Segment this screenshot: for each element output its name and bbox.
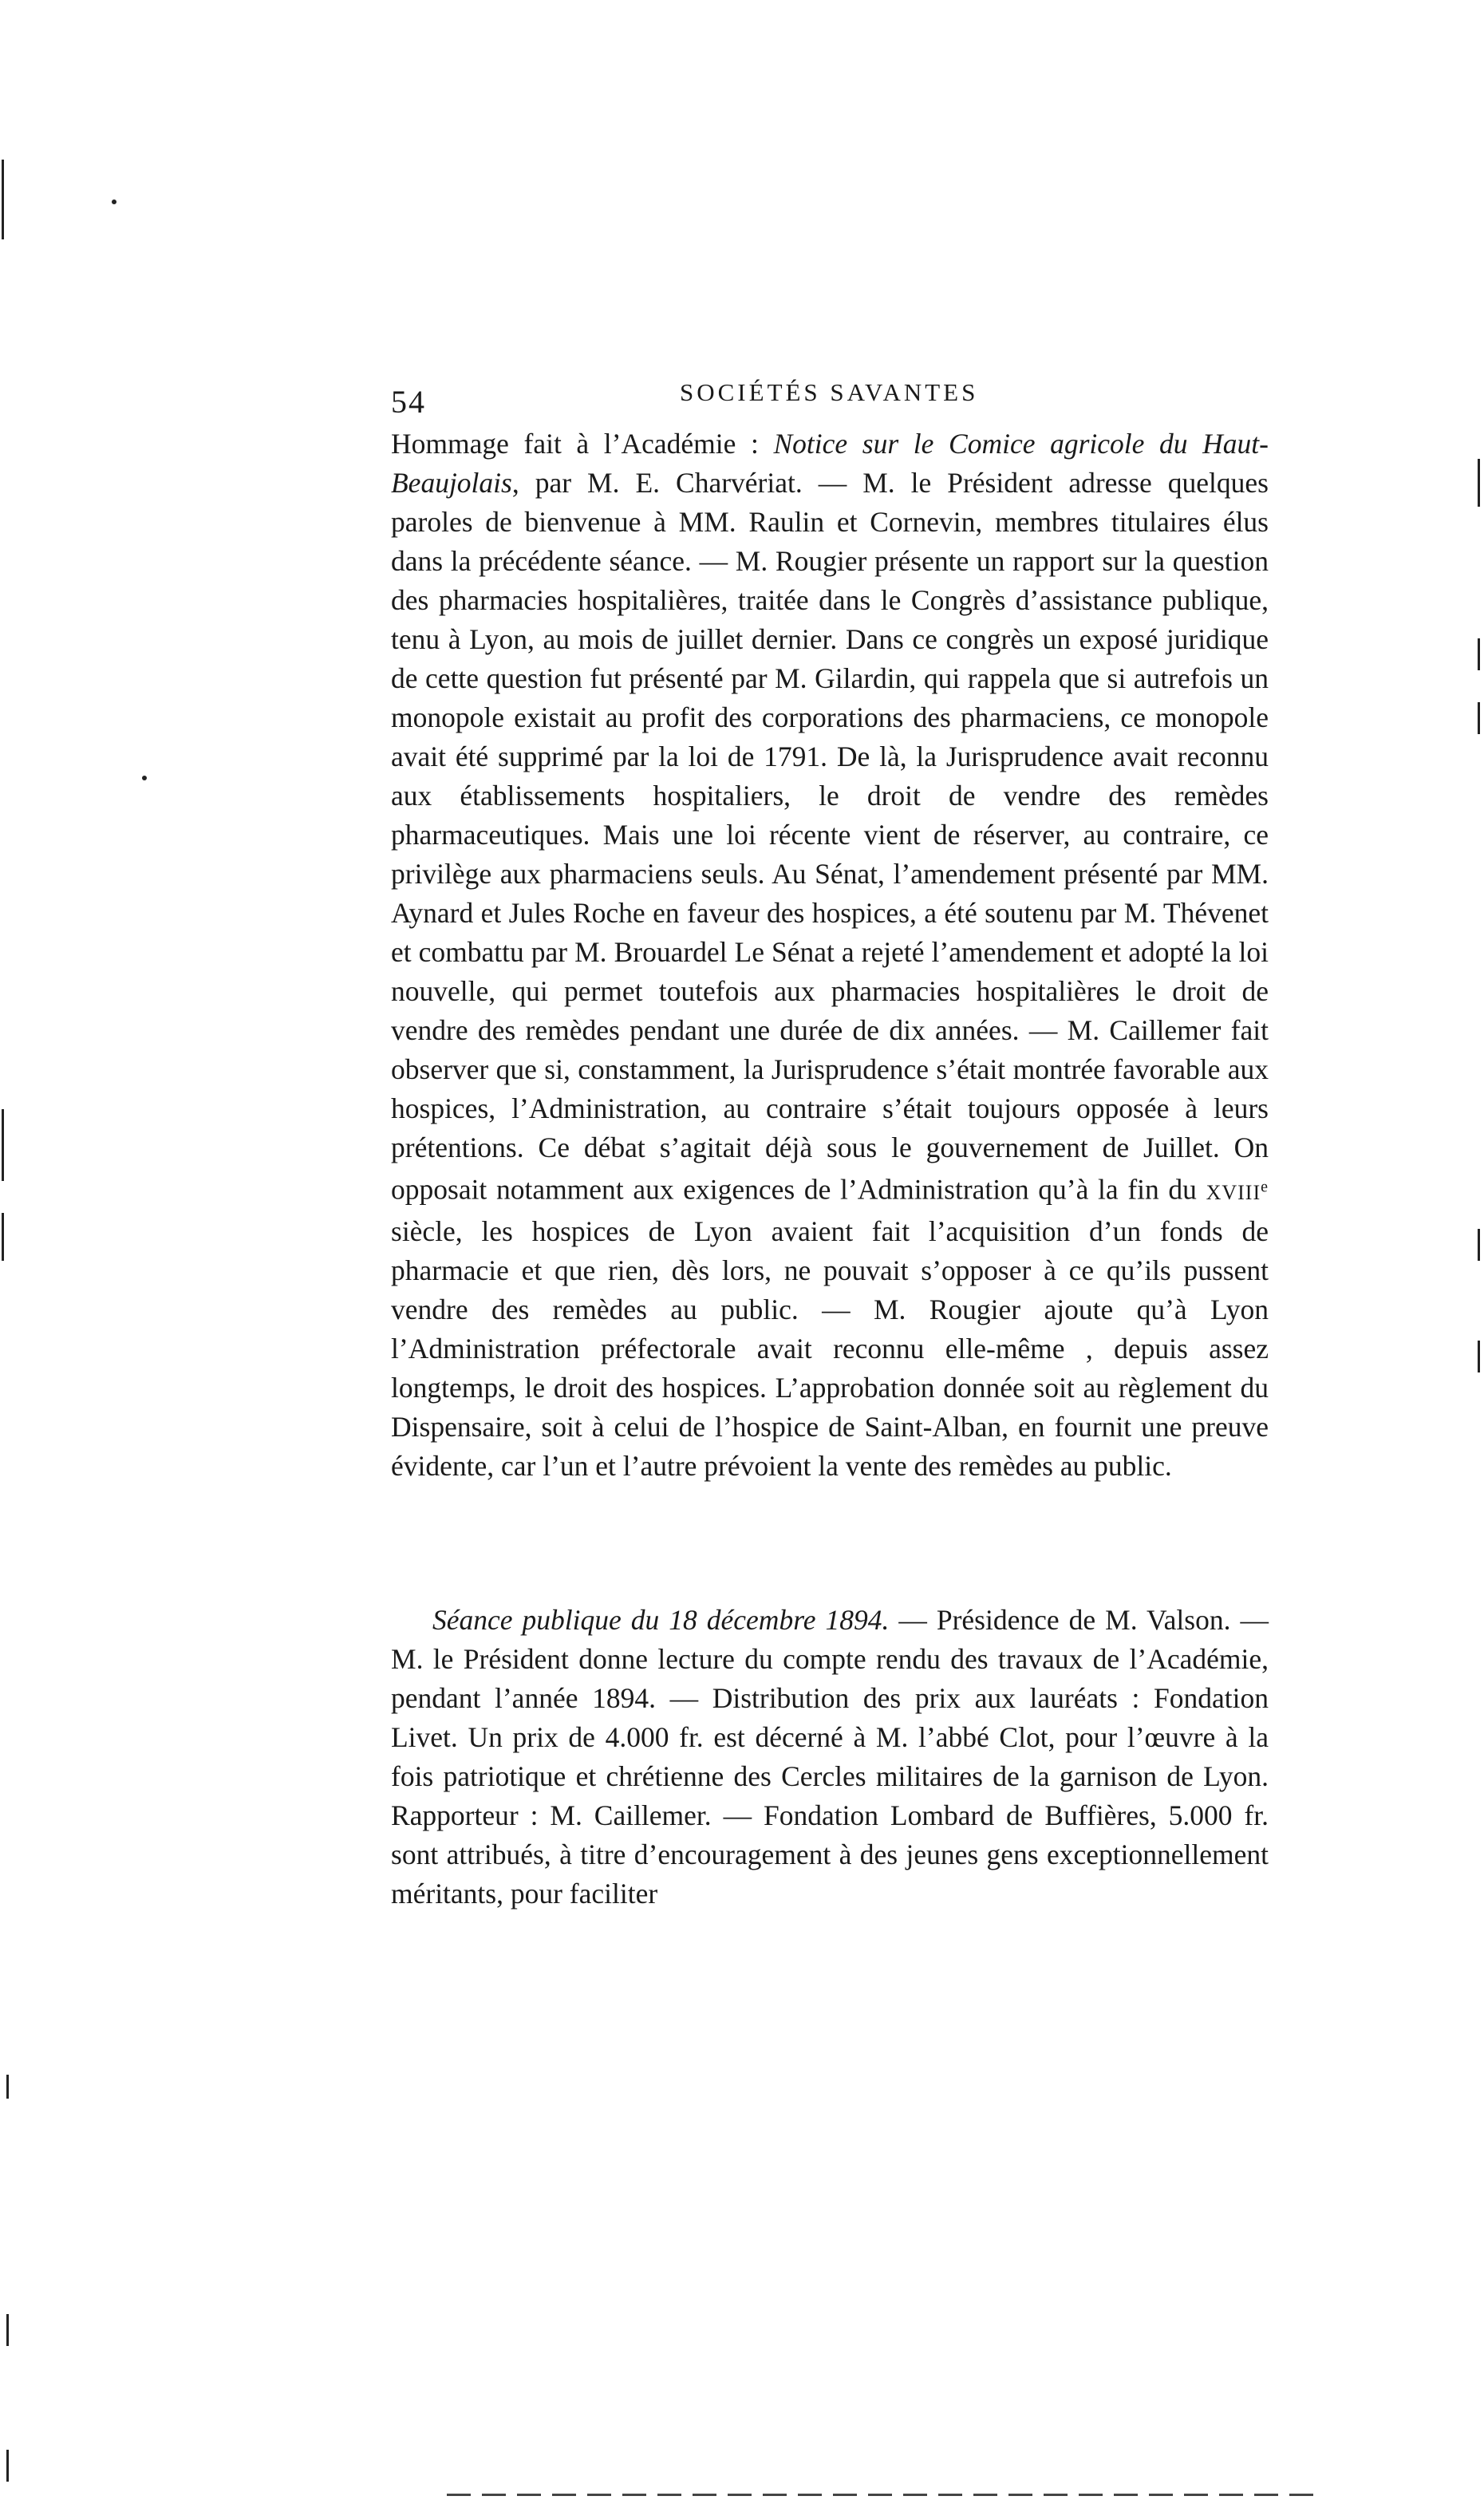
scan-mark-left-6: [6, 2450, 9, 2482]
century-numeral: XVIIIe: [1206, 1178, 1269, 1204]
scan-mark-left-4: [6, 2075, 9, 2099]
text-run: siècle, les hospices de Lyon avaient fait l’acquisition d’un fonds de pharmacie et que rien, dès lors, ne pouvait s’opposer à ce qu’ils pussent vendre des remèdes au public. — M. Rougier ajoute qu’à Lyon l’Administration préfectorale avait reconnu elle-même , depuis assez longtemps, le droit des hospices. L’approbation donnée soit au règlement du Dispensaire, soit à celui de l’hospice de Saint-Alban, en fournit une preuve évidente, car l’un et l’autre prévoient la vente des remèdes au public.: [391, 1214, 1269, 1482]
paragraph-text: [391, 1601, 1269, 1914]
body-paragraph-1: [391, 425, 1269, 1486]
text-run: Hommage fait à l’Académie :: [391, 428, 774, 460]
scan-mark-left-1: [2, 160, 4, 239]
scan-mark-right-3: [1478, 702, 1480, 734]
text-run: — Présidence de M. Valson. — M. le Président donne lecture du compte rendu des travaux de l’Académie, pendant l’année 1894. — Distribution des prix aux lauréats : Fondation Livet. Un prix de 4.000 fr. est décerné à M. l’abbé Clot, pour l’œuvre à la fois patriotique et chrétienne des Cercles militaires de la garnison de Lyon. Rapporteur : M. Caillemer. — Fondation Lombard de Buffières, 5.000 fr. sont attribués, à titre d’encouragement à des jeunes gens exceptionnellement méritants, pour faciliter: [391, 1604, 1269, 1910]
scan-mark-right-1: [1478, 459, 1480, 507]
scan-dot-1: [112, 199, 116, 204]
scan-mark-left-2: [2, 1109, 4, 1181]
century-superscript: e: [1261, 1178, 1269, 1195]
paragraph-text: [391, 425, 1269, 1486]
text-run: , par M. E. Charvériat. — M. le Président adresse quelques paroles de bienvenue à MM. Raulin et Cornevin, membres titulaires élus dans la précédente séance. — M. Rougier présente un rapport sur la question des pharmacies hospitalières, traitée dans le Congrès d’assistance publique, tenu à Lyon, au mois de juillet dernier. Dans ce congrès un exposé juridique de cette question fut présenté par M. Gilardin, qui rappela que si autrefois un monopole existait au profit des corporations des pharmaciens, ce monopole avait été supprimé par la loi de 1791. De là, la Jurisprudence avait reconnu aux établissements hospitaliers, le droit de vendre des remèdes pharmaceutiques. Mais une loi récente vient de réserver, au contraire, ce privilège aux pharmaciens seuls. Au Sénat, l’amendement présenté par MM. Aynard et Jules Roche en faveur des hospices, a été soutenu par M. Thévenet et combattu par M. Brouardel Le Sénat a rejeté l’amendement et adopté la loi nouvelle, qui permet toutefois aux pharmacies hospitalières le droit de vendre des remèdes pendant une durée de dix années. — M. Caillemer fait observer que si, constamment, la Jurisprudence s’était montrée favorable aux hospices, l’Administration, au contraire s’était toujours opposée à leurs prétentions. Ce débat s’agitait déjà sous le gouvernement de Juillet. On opposait notamment aux exigences de l’Administration qu’à la fin du: [391, 467, 1269, 1206]
scan-mark-left-5: [6, 2314, 9, 2346]
scan-dot-2: [142, 776, 147, 780]
scan-mark-right-5: [1478, 1341, 1480, 1372]
scan-mark-right-2: [1478, 638, 1480, 670]
section-title: SOCIÉTÉS SAVANTES: [680, 378, 979, 406]
cited-title: Notice sur le Comice agricole du Haut-Beaujolais: [391, 428, 1269, 499]
scan-mark-right-4: [1478, 1229, 1480, 1261]
body-paragraph-2: [391, 1601, 1269, 1914]
session-heading: Séance publique du 18 décembre 1894.: [432, 1604, 890, 1636]
running-head: [391, 369, 1269, 420]
scan-dash-line: [447, 2494, 1324, 2496]
scan-mark-left-3: [2, 1213, 4, 1261]
page-number: 54: [391, 384, 426, 420]
